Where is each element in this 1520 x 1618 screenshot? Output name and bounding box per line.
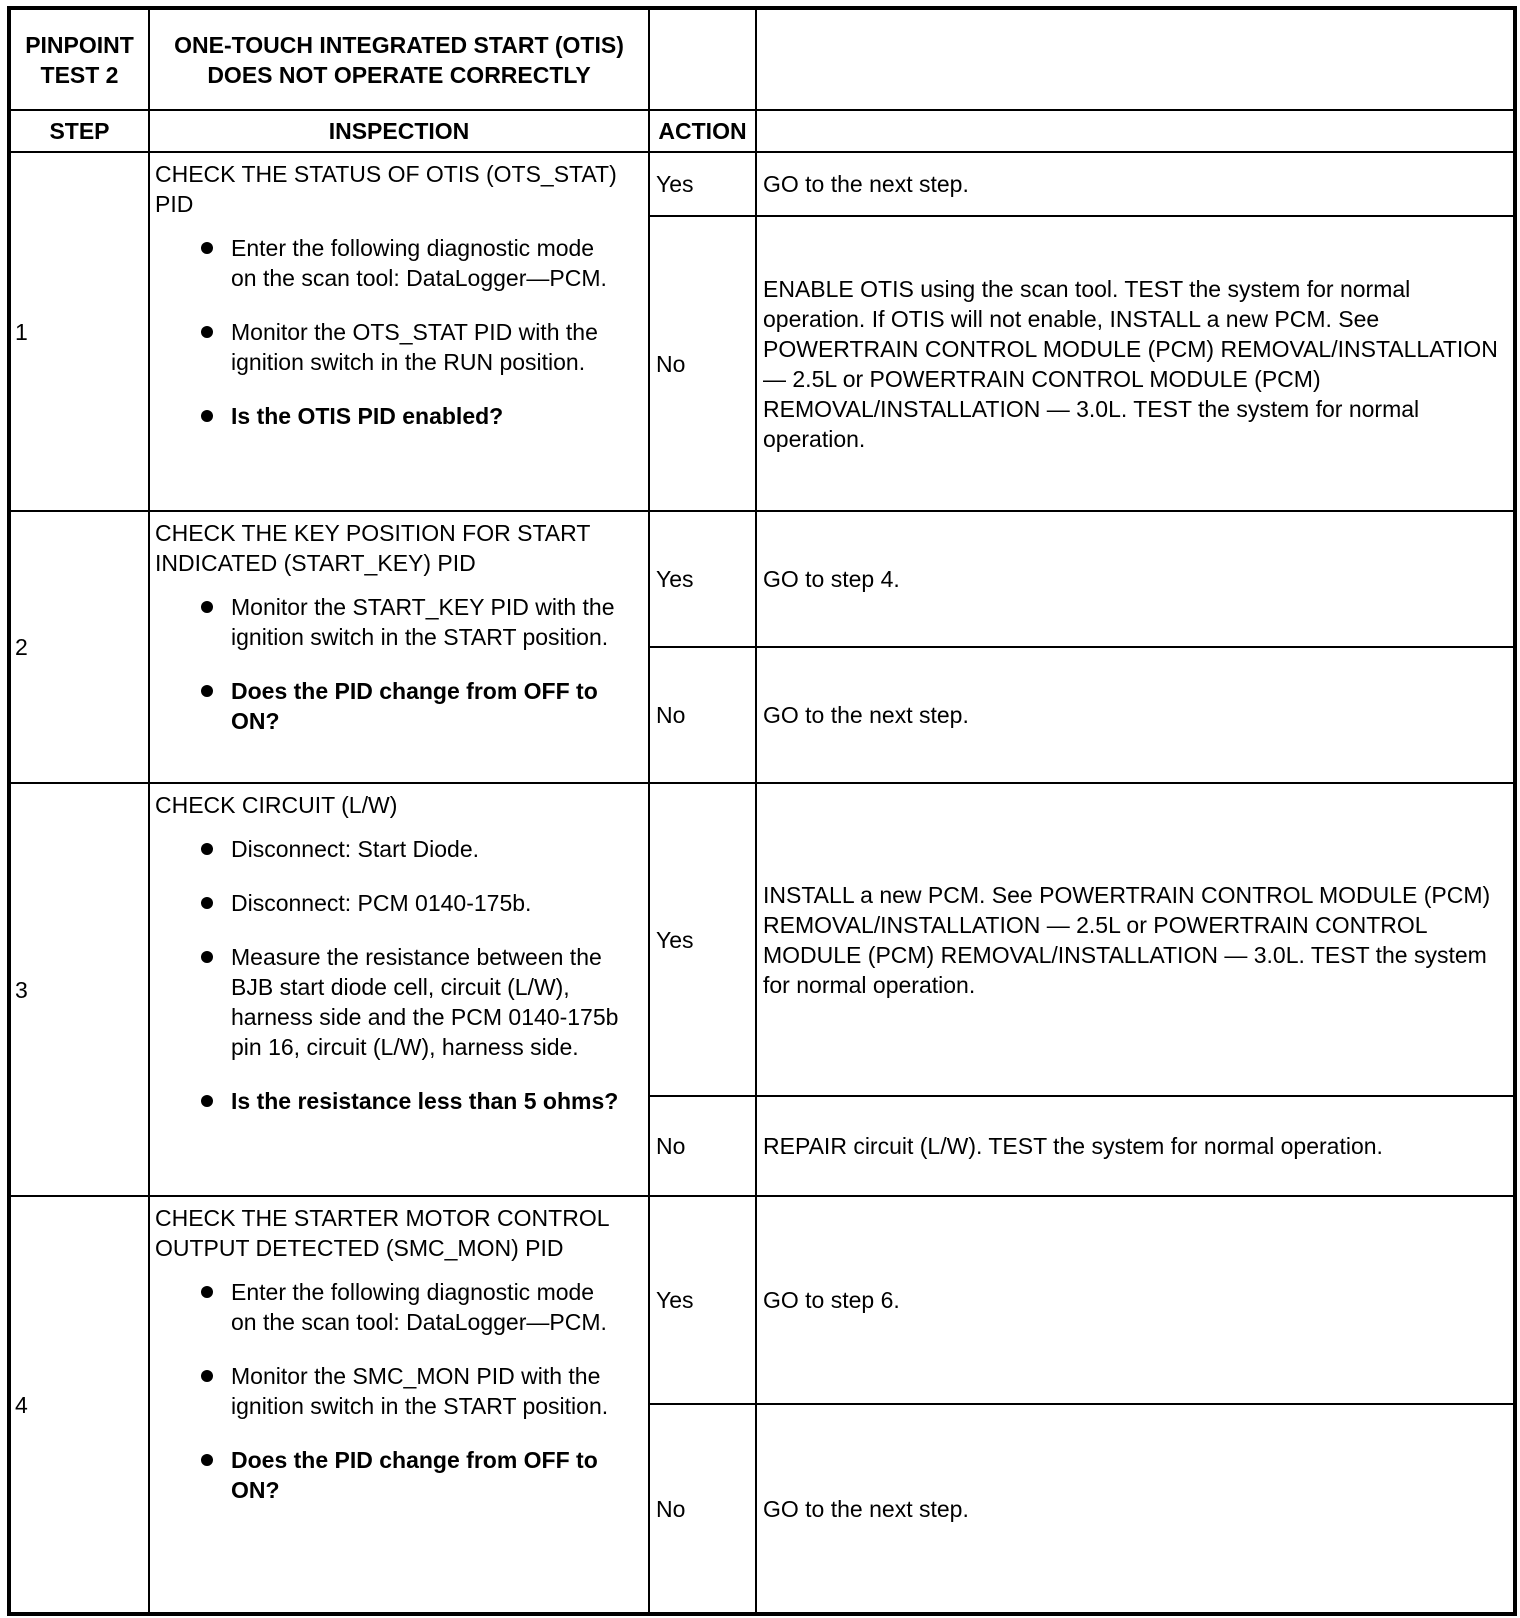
action-yes: GO to the next step. (756, 152, 1515, 216)
inspection-question: Does the PID change from OFF to ON? (155, 1445, 643, 1505)
inspection-cell (149, 152, 649, 511)
inspection-question: Is the OTIS PID enabled? (155, 401, 643, 431)
inspection-bullets (155, 1277, 643, 1505)
answer-no: No (649, 1096, 756, 1196)
inspection-bullet: Disconnect: PCM 0140-175b. (155, 888, 643, 918)
test-label: PINPOINT TEST 2 (9, 8, 149, 110)
title-empty-result (756, 8, 1515, 110)
action-yes: GO to step 4. (756, 511, 1515, 647)
column-header-row (9, 110, 1515, 152)
inspection-bullet: Enter the following diagnostic mode on the scan tool: DataLogger—PCM. (155, 233, 643, 293)
answer-yes: Yes (649, 1196, 756, 1404)
test-title: ONE-TOUCH INTEGRATED START (OTIS) DOES NOT OPERATE CORRECTLY (149, 8, 649, 110)
title-empty-action (649, 8, 756, 110)
action-yes: GO to step 6. (756, 1196, 1515, 1404)
inspection-cell (149, 511, 649, 783)
answer-yes: Yes (649, 152, 756, 216)
answer-yes: Yes (649, 511, 756, 647)
column-header-step: STEP (9, 110, 149, 152)
inspection-question: Does the PID change from OFF to ON? (155, 676, 643, 736)
inspection-title: CHECK THE STATUS OF OTIS (OTS_STAT) PID (155, 161, 617, 217)
action-no: GO to the next step. (756, 647, 1515, 783)
column-header-action: ACTION (649, 110, 756, 152)
inspection-bullet: Disconnect: Start Diode. (155, 834, 643, 864)
inspection-bullet: Measure the resistance between the BJB start diode cell, circuit (L/W), harness side and the PCM 0140-175b pin 16, circuit (L/W), harness side. (155, 942, 643, 1062)
column-header-empty (756, 110, 1515, 152)
answer-no: No (649, 216, 756, 511)
inspection-title: CHECK CIRCUIT (L/W) (155, 792, 398, 818)
inspection-bullets (155, 834, 643, 1116)
inspection-bullet: Enter the following diagnostic mode on the scan tool: DataLogger—PCM. (155, 1277, 643, 1337)
column-header-inspection: INSPECTION (149, 110, 649, 152)
inspection-cell (149, 1196, 649, 1614)
answer-no: No (649, 647, 756, 783)
table-row (9, 511, 1515, 647)
action-yes: INSTALL a new PCM. See POWERTRAIN CONTROL MODULE (PCM) REMOVAL/INSTALLATION — 2.5L or POWERTRAIN CONTROL MODULE (PCM) REMOVAL/INSTALLATION — 3.0L. TEST the system for normal operation. (756, 783, 1515, 1096)
inspection-bullet: Monitor the START_KEY PID with the ignition switch in the START position. (155, 592, 643, 652)
action-no: GO to the next step. (756, 1404, 1515, 1614)
step-number: 4 (9, 1196, 149, 1614)
action-no: ENABLE OTIS using the scan tool. TEST the system for normal operation. If OTIS will not enable, INSTALL a new PCM. See POWERTRAIN CONTROL MODULE (PCM) REMOVAL/INSTALLATION — 2.5L or POWERTRAIN CONTROL MODULE (PCM) REMOVAL/INSTALLATION — 3.0L. TEST the system for normal operation. (756, 216, 1515, 511)
inspection-bullet: Monitor the SMC_MON PID with the ignition switch in the START position. (155, 1361, 643, 1421)
title-row (9, 8, 1515, 110)
table-row (9, 1196, 1515, 1404)
table-row (9, 783, 1515, 1096)
answer-yes: Yes (649, 783, 756, 1096)
action-no: REPAIR circuit (L/W). TEST the system for normal operation. (756, 1096, 1515, 1196)
step-number: 2 (9, 511, 149, 783)
inspection-bullets (155, 233, 643, 431)
table-row (9, 152, 1515, 216)
pinpoint-test-table (7, 6, 1517, 1616)
inspection-question: Is the resistance less than 5 ohms? (155, 1086, 643, 1116)
step-number: 3 (9, 783, 149, 1196)
inspection-cell (149, 783, 649, 1196)
step-number: 1 (9, 152, 149, 511)
inspection-title: CHECK THE STARTER MOTOR CONTROL OUTPUT DETECTED (SMC_MON) PID (155, 1205, 609, 1261)
answer-no: No (649, 1404, 756, 1614)
inspection-title: CHECK THE KEY POSITION FOR START INDICATED (START_KEY) PID (155, 520, 590, 576)
inspection-bullets (155, 592, 643, 736)
inspection-bullet: Monitor the OTS_STAT PID with the ignition switch in the RUN position. (155, 317, 643, 377)
